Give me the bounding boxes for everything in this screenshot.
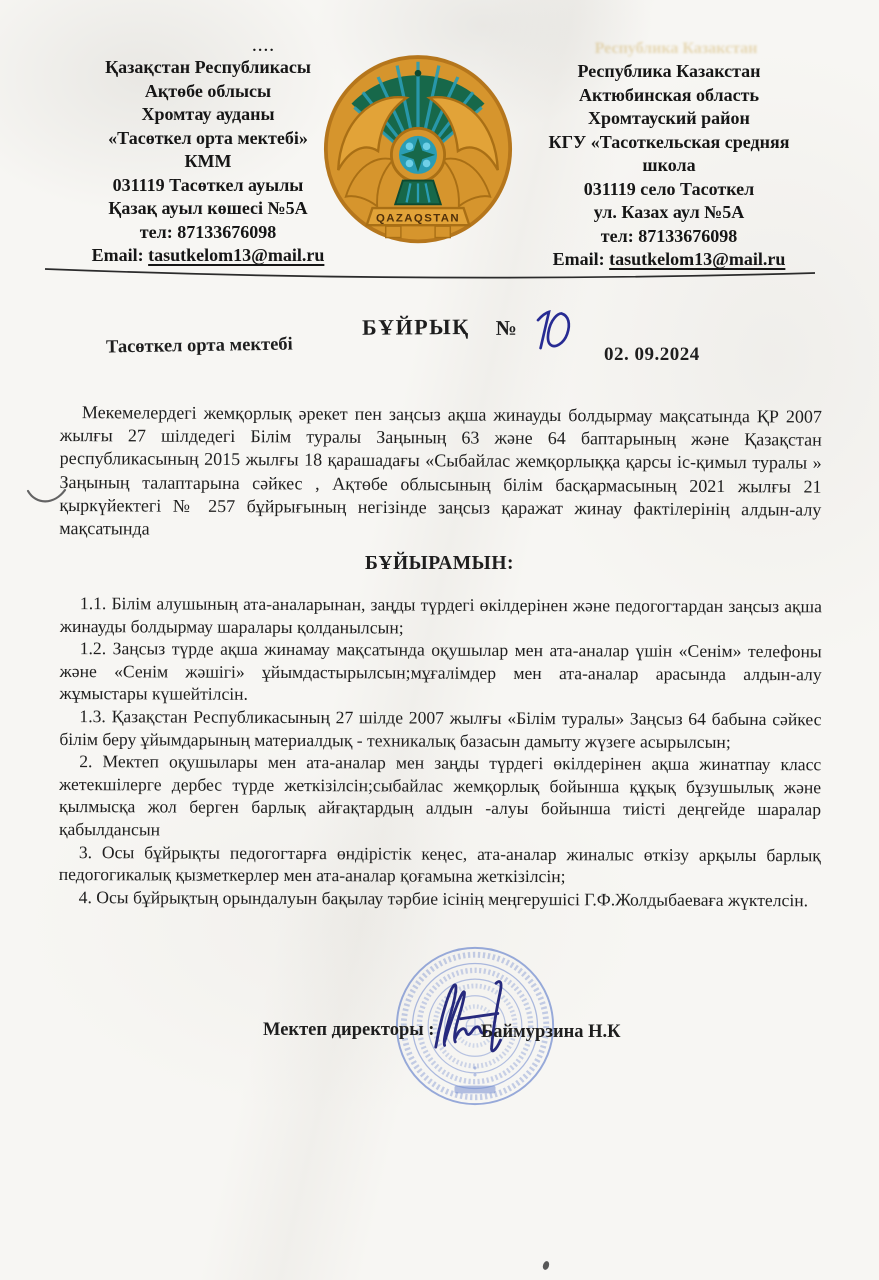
item-text: Қазақстан Республикасының 27 шілде 2007 жылғы «Білім туралы» Заңсыз 64 бабына сәйкес білім беру ұйымдарының материалдық - техникалық базасын дамыту жүзеге асырылсын; (59, 706, 822, 752)
item-number: 2. (79, 751, 93, 772)
org-line: 031119 село Тасоткел (583, 178, 755, 199)
item-text: Мектеп оқушылары мен ата-аналар мен заңды түрдегі өкілдерінен ақша жинатпау класс жетекшілерге дербес түрде жеткізілсін;сыбайлас жемқорлық бойынша құқық бұзушылық және қылмысқа жол берген барлық айғақтардың алдын -алуы бойынша тиісті деңгейде шаралар қабылдансын (58, 751, 822, 840)
org-line: ул. Казах аул №5А (593, 202, 745, 222)
org-line: Хромтау ауданы (141, 104, 275, 124)
order-item (60, 637, 822, 708)
org-line: КГУ «Тасоткельская средняя (548, 131, 790, 152)
order-item (60, 592, 822, 641)
emblem-star (415, 70, 422, 77)
signature-name: Баймурзина Н.К (481, 1022, 621, 1042)
org-line: «Тасөткел орта мектебі» (108, 127, 308, 148)
ink-bleed-ghost: Республика Казакстан (594, 40, 758, 57)
org-phone: тел: 87133676098 (600, 225, 738, 246)
org-line: Республика Казакстан (577, 61, 761, 81)
item-number: 1.3. (79, 706, 106, 727)
item-number: 3. (78, 841, 93, 862)
item-text: Осы бұйрықтың орындалуын бақылау тәрбие ісінің меңгерушісі Г.Ф.Жолдыбаеваға жүктелсін. (96, 886, 809, 910)
item-text: Заңсыз түрде ақша жинамау мақсатында оқушылар мен ата-аналар үшін «Сенім» телефоны және «Сенім жәшігі» ұйымдастырылсын;мұғалімдер мен ата-аналар арасында алдын-алу жұмыстары күшейтілсін. (59, 638, 822, 705)
signature-role-label: Мектеп директоры : (263, 1020, 435, 1040)
order-item (59, 705, 821, 754)
email-label: Email: (91, 245, 144, 265)
org-line: Актюбинская область (578, 84, 760, 105)
resolution-heading: БҰЙЫРАМЫН: (364, 553, 514, 574)
item-text: Білім алушының ата-аналарынан, заңды түрдегі өкілдерінен және педогогтардан заңсыз ақша жинауды болдырмау шаралары қолданылсын; (59, 593, 822, 638)
order-item (59, 750, 821, 844)
email-address: tasutkelom13@mail.ru (609, 249, 786, 269)
item-number: 1.1. (79, 593, 107, 614)
org-line: 031119 Тасөткел ауылы (112, 174, 304, 195)
header-dots: .... (252, 39, 276, 55)
item-number: 4. (78, 886, 92, 907)
director-signature (418, 970, 520, 1064)
org-line: КММ (184, 151, 232, 171)
order-date: 02. 09.2024 (604, 344, 700, 365)
email-address: tasutkelom13@mail.ru (148, 245, 325, 265)
order-item (59, 841, 821, 890)
issuing-school: Тасөткел орта мектебі (105, 334, 293, 358)
handwritten-order-number (528, 304, 578, 354)
order-item (59, 886, 821, 912)
order-title: БҰЙРЫҚ (362, 313, 470, 340)
header-divider-line (0, 255, 879, 295)
header-block-russian (518, 60, 820, 272)
emblem-banner-text: QAZAQSTAN (375, 212, 461, 225)
header-block-kazakh (55, 38, 361, 268)
email-label: Email: (552, 249, 605, 269)
org-phone: тел: 87133676098 (139, 221, 277, 242)
org-line: Хромтауский район (588, 108, 750, 128)
org-line: Қазақ ауыл көшесі №5А (108, 198, 308, 218)
item-number: 1.2. (79, 638, 107, 659)
order-preamble: Мекемелердегі жемқорлық әрекет пен заңсыз ақша жинауды болдырмау мақсатында ҚР 2007 жылғы 27 шілдедегі Білім туралы Заңының 63 және 64 баптарының және Қазақстан республикасының 2015 жылғы 18 қарашадағы «Сыбайлас жемқорлыққа қарсы іс-қимыл туралы » Заңының талаптарына сәйкес , Ақтөбе облысының білім басқармасының 2021 жылғы 21 қыркүйектегі № 257 бұйрығының негізінде заңсыз қаражат жинау фактілерінің алдын-алу мақсатында (59, 402, 822, 539)
ink-speck (542, 1260, 550, 1270)
org-line: Қазақстан Республикасы (105, 57, 311, 77)
number-sign: № (495, 315, 517, 340)
kazakhstan-coat-of-arms (323, 54, 513, 252)
item-text: Осы бұйрықты педогогтарға өндірістік кеңес, ата-аналар жиналыс өткізу арқылы барлық педогогикалық қызметкерлер мен ата-аналар қоғамына жеткізілсін; (58, 841, 821, 887)
order-items (59, 592, 822, 912)
org-line: Ақтөбе облысы (144, 80, 272, 101)
org-line: школа (642, 155, 696, 175)
